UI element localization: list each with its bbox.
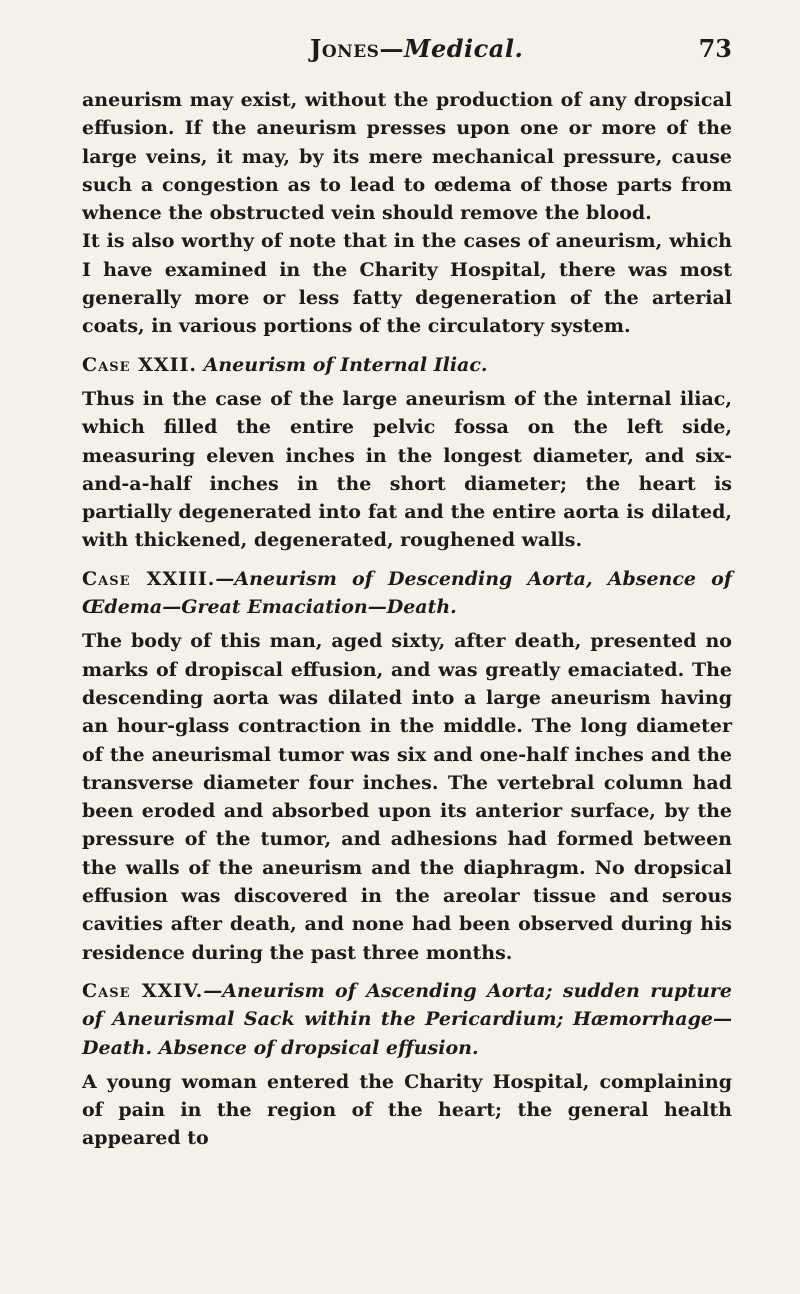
case-xxiii-label: Case XXIII.	[82, 567, 216, 590]
case-xxiii-heading	[82, 565, 732, 622]
case-xxiv-heading	[82, 977, 732, 1062]
paragraph-aneurism-effusion: aneurism may exist, without the production of any dropsical effusion. If the aneurism presses upon one or more of the large veins, it may, by its mere mechanical pressure, cause such a congestion as to lead to œdema of those parts from whence the obstructed vein should remove the blood.	[82, 89, 732, 225]
running-separator: —	[379, 34, 404, 63]
case-xxiii-title: —Aneurism of Descending Aorta, Absence of Œdema—Great Emaciation—Death.	[82, 567, 732, 619]
running-journal: Medical.	[403, 34, 524, 63]
case-xxiv-label: Case XXIV.	[82, 979, 204, 1002]
running-title	[310, 34, 523, 63]
case-xxii-label: Case XXII.	[82, 353, 197, 376]
case-xxii-title: Aneurism of Internal Iliac.	[203, 353, 488, 376]
paragraph-case-xxiv: A young woman entered the Charity Hospital, complaining of pain in the region of the heart; the general health appeared to	[82, 1070, 732, 1150]
running-author: Jones	[310, 34, 380, 63]
page-number: 73	[698, 34, 732, 63]
body-text	[82, 86, 732, 1153]
running-head	[82, 34, 732, 70]
paragraph-fatty-degeneration: It is also worthy of note that in the cases of aneurism, which I have examined in the Charity Hospital, there was most generally more or less fatty degeneration of the arterial coats, in various portions of the circulatory system.	[82, 230, 732, 338]
paragraph-case-xxii: Thus in the case of the large aneurism of the internal iliac, which filled the entire pelvic fossa on the left side, measuring eleven inches in the longest diameter, and six-and-a-half inches in the short diameter; the heart is partially degenerated into fat and the entire aorta is dilated, with thickened, degenerated, roughened walls.	[82, 387, 732, 552]
case-xxii-heading	[82, 351, 732, 379]
paragraph-case-xxiii: The body of this man, aged sixty, after death, presented no marks of dropiscal effusion, and was greatly emaciated. The descending aorta was dilated into a large aneurism having an hour-glass contraction in the middle. The long diameter of the aneurismal tumor was six and one-half inches and the transverse diameter four inches. The vertebral column had been eroded and absorbed upon its anterior surface, by the pressure of the tumor, and adhesions had formed between the walls of the aneurism and the diaphragm. No dropsical effusion was discovered in the areolar tissue and serous cavities after death, and none had been observed during his residence during the past three months.	[82, 630, 732, 964]
case-xxiv-title: —Aneurism of Ascending Aorta; sudden rupture of Aneurismal Sack within the Pericardium; Hæmorrhage—Death. Absence of dropsical effusion.	[82, 979, 732, 1059]
